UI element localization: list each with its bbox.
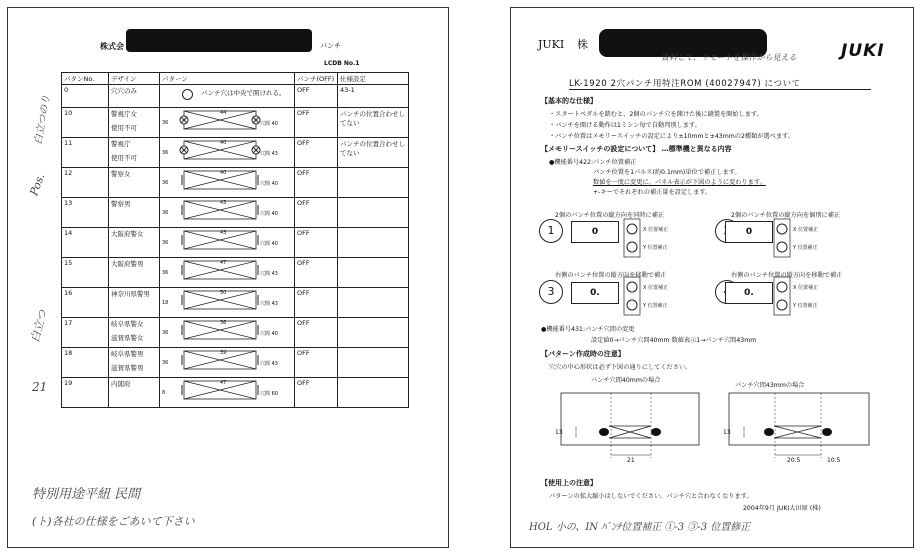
- panel-display: [571, 221, 619, 243]
- brand-fragment: 株: [577, 38, 588, 51]
- handwritten-top: 資料して、リモートを操作から見える: [661, 53, 797, 62]
- pattern-dimension: 36: [162, 240, 169, 246]
- section-heading: 【パターン作成時の注意】: [541, 350, 625, 358]
- table-row: [62, 318, 409, 348]
- cell-design: [109, 138, 160, 168]
- cell-punch: OFF: [295, 348, 338, 378]
- pattern-dimension: 36: [162, 330, 169, 336]
- pattern-dimension: 40: [220, 170, 227, 176]
- pattern-dimension: 43: [220, 200, 227, 206]
- table-row: [62, 288, 409, 318]
- table-body: [62, 108, 409, 408]
- cell-no: 14: [62, 228, 109, 258]
- punch-hole-icon: [182, 89, 193, 100]
- cell-setting: [338, 198, 409, 228]
- table-row: [62, 228, 409, 258]
- cell-no: 19: [62, 378, 109, 408]
- memory-switch-line: 数値を一度に変更に、パネル表示が下図のように変わります。: [593, 179, 766, 186]
- cell-punch: OFF: [295, 228, 338, 258]
- pattern-dimension: 穴間 40: [260, 211, 278, 217]
- design-name: 内閣府: [111, 380, 131, 388]
- handwritten-footer-line: 特別用途平紐 民間: [32, 487, 141, 502]
- cell-pattern: [160, 108, 295, 138]
- panel-value: 0.: [744, 288, 754, 298]
- cell-no: 10: [62, 108, 109, 138]
- pattern-dimension: 50: [220, 290, 227, 296]
- cell-pattern: [160, 258, 295, 288]
- cell-no: 12: [62, 168, 109, 198]
- cell-design: [109, 318, 160, 348]
- pattern-dimension: 40: [220, 140, 227, 146]
- pattern-dimension: 穴間 43: [260, 271, 278, 277]
- cell-setting: パンチの位置合わせしてない: [338, 138, 409, 168]
- table-row: [62, 85, 409, 108]
- table-row: [62, 108, 409, 138]
- pattern-dimension: 47: [220, 260, 227, 266]
- date-line: 2004年9月 JUKI大田原 (株): [743, 505, 821, 512]
- pattern-dimension: 8: [162, 390, 166, 396]
- cell-pattern: [160, 228, 295, 258]
- header-company: 株式会: [100, 42, 124, 51]
- cell-pattern: [160, 198, 295, 228]
- table-row: [62, 258, 409, 288]
- design-name: 警察女: [111, 170, 131, 178]
- pattern-caption: パンチ穴間40mmの場合: [591, 377, 661, 384]
- cell-setting: [338, 318, 409, 348]
- cell-pattern: [160, 318, 295, 348]
- cell-pattern: [160, 378, 295, 408]
- document-title: LK-1920 2穴パンチ用特注ROM (40027947) について: [569, 79, 801, 89]
- cell-punch: OFF: [295, 198, 338, 228]
- pattern-dimension: 47: [220, 380, 227, 386]
- column-header: パンチ(OFF): [295, 73, 338, 85]
- dimension-label: 10.5: [827, 457, 841, 464]
- handwritten-note: 21: [32, 380, 48, 394]
- cell-pattern-text: パンチ穴は中央で開けれる。: [201, 89, 286, 97]
- design-name: 岐阜県警女: [111, 320, 144, 328]
- cell-pattern: [160, 138, 295, 168]
- indicator-label: Y 位置補正: [793, 303, 818, 309]
- cell-punch: OFF: [295, 168, 338, 198]
- cell-punch: OFF: [295, 378, 338, 408]
- right-document-page: [510, 7, 914, 548]
- memory-switch-line: +-キーでそれぞれの補正量を設定します。: [593, 189, 712, 196]
- pattern-dimension: 穴間 60: [260, 391, 278, 397]
- column-header: 仕様設定: [338, 73, 409, 85]
- design-name: 警視庁: [111, 140, 131, 148]
- cell-no: 15: [62, 258, 109, 288]
- spec-line: ・スタートペダルを踏むと、2個のパンチ穴を開けた後に縫製を開始します。: [549, 111, 763, 118]
- design-name: 警視庁女: [111, 110, 137, 118]
- pattern-dimension: 43: [220, 230, 227, 236]
- cell-design: [109, 258, 160, 288]
- cell-no: 13: [62, 198, 109, 228]
- header-doc-number: LCDB No.1: [324, 60, 360, 67]
- diagram-caption: 2個のパンチ位置の縦方向を同時に補正: [555, 212, 665, 219]
- design-note: 使用不可: [111, 124, 137, 132]
- column-header: パターン: [160, 73, 295, 85]
- indicator-label: Y 位置補正: [643, 303, 668, 309]
- dimension-label: 13: [723, 429, 731, 436]
- design-note: 滋賀県警男: [111, 364, 144, 372]
- cell-no: 18: [62, 348, 109, 378]
- led-indicator-icon: [623, 276, 641, 316]
- design-note: 使用不可: [111, 154, 137, 162]
- cell-setting: [338, 288, 409, 318]
- cell-setting: [338, 168, 409, 198]
- section-heading: 【基本的な仕様】: [541, 97, 597, 105]
- column-header: パタンNo.: [62, 73, 109, 85]
- cell-design: [109, 378, 160, 408]
- cell-design: [109, 198, 160, 228]
- pattern-dimension: 穴間 43: [260, 301, 278, 307]
- dimension-label: 21: [627, 457, 635, 464]
- cell-setting: 43-1: [338, 85, 409, 108]
- indicator-label: X 位置補正: [643, 285, 669, 291]
- cell-setting: [338, 348, 409, 378]
- panel-value: 0: [745, 227, 753, 237]
- cell-design: [109, 108, 160, 138]
- pattern-note: 穴穴の中心形状は必ず下図の通りにしてください。: [549, 364, 692, 371]
- table-row: [62, 378, 409, 408]
- cell-punch: OFF: [295, 108, 338, 138]
- led-indicator-icon: [773, 218, 791, 258]
- panel-value: 0.: [590, 288, 600, 298]
- cell-design: [109, 168, 160, 198]
- cell-no: 17: [62, 318, 109, 348]
- dimension-label: 20.5: [787, 457, 801, 464]
- indicator-label: Y 位置補正: [643, 245, 668, 251]
- pattern-dimension: 44: [220, 110, 227, 116]
- title-underline: [569, 89, 871, 90]
- cell-punch: OFF: [295, 85, 338, 108]
- pattern-dimension: 穴間 40: [260, 121, 278, 127]
- panel-display: [571, 282, 619, 304]
- pattern-dimension: 36: [162, 360, 169, 366]
- cell-punch: OFF: [295, 288, 338, 318]
- memory-switch-line: パンチ位置を1パルス(約0.1mm)単位で補正します。: [593, 169, 741, 176]
- cell-no: 16: [62, 288, 109, 318]
- cell-pattern: [160, 288, 295, 318]
- cell-design: [109, 228, 160, 258]
- table-header-row: [62, 73, 409, 85]
- cell-design: 穴穴のみ: [109, 85, 160, 108]
- memory-switch-line: 設定値0→パンチ穴間40mm 数値表示1→パンチ穴間43mm: [591, 337, 757, 344]
- cell-pattern: [160, 348, 295, 378]
- memory-switch-line: ●機能番号431:パンチ穴間の変更: [541, 326, 635, 333]
- indicator-label: X 位置補正: [643, 227, 669, 233]
- diagram-caption: 右側のパンチ位置の縦方向を移動で補正: [555, 272, 667, 279]
- handwritten-footer-line: (ト)各社の仕様をごあいて下さい: [32, 515, 195, 528]
- table-row: [62, 168, 409, 198]
- pattern-dimension: 36: [162, 150, 169, 156]
- juki-logo: JUKI: [841, 41, 885, 61]
- table-row: [62, 198, 409, 228]
- handwritten-note: Pos.: [27, 171, 48, 198]
- led-indicator-icon: [773, 276, 791, 316]
- panel-display: [725, 221, 773, 243]
- cell-no: 0: [62, 85, 109, 108]
- cell-setting: [338, 378, 409, 408]
- pattern-dimension: 18: [162, 300, 169, 306]
- pattern-dimension: 39: [220, 350, 227, 356]
- table-row: [62, 348, 409, 378]
- panel-display: [725, 282, 773, 304]
- pattern-dimension: 36: [162, 270, 169, 276]
- table-row: [62, 138, 409, 168]
- pattern-dimension: 36: [220, 320, 227, 326]
- redaction-bar: [126, 29, 312, 52]
- spec-line: ・パンチを開ける動作は1ミシン毎で自動判別します。: [549, 122, 701, 129]
- diagram-caption: 2個のパンチ位置の縦方向を個別に補正: [731, 212, 841, 219]
- design-name: 神奈川県警男: [111, 290, 150, 298]
- handwritten-footer: HOL 小の、IN ﾊﾟﾝﾁ位置補正 ①-3 ③-3 位置修正: [529, 522, 751, 533]
- usage-note: パターンの拡大縮小はしないでください。パンチ穴と合わなくなります。: [549, 493, 753, 500]
- cell-pattern: [160, 168, 295, 198]
- pattern-dimension: 36: [162, 120, 169, 126]
- led-indicator-icon: [623, 218, 641, 258]
- panel-value: 0: [591, 227, 599, 237]
- diagram-number: 3: [539, 280, 563, 304]
- cell-punch: OFF: [295, 258, 338, 288]
- dimension-label: 13: [555, 429, 563, 436]
- cell-design: [109, 288, 160, 318]
- header-subtitle: パンチ: [320, 42, 341, 50]
- cell-no: 11: [62, 138, 109, 168]
- cell-punch: OFF: [295, 138, 338, 168]
- diagram-caption: 右側のパンチ位置の縦方向を移動で補正: [731, 272, 843, 279]
- handwritten-note: 白立つ: [28, 308, 50, 344]
- pattern-dimension: 穴間 43: [260, 151, 278, 157]
- design-name: 岐阜県警男: [111, 350, 144, 358]
- cell-setting: パンチの位置合わせしてない: [338, 108, 409, 138]
- indicator-label: X 位置補正: [793, 285, 819, 291]
- pattern-dimension: 穴間 40: [260, 241, 278, 247]
- pattern-dimension: 36: [162, 210, 169, 216]
- pattern-caption: パンチ穴間43mmの場合: [735, 382, 805, 389]
- section-heading: 【使用上の注意】: [541, 479, 597, 487]
- left-document-page: [7, 7, 449, 548]
- indicator-label: X 位置補正: [793, 227, 819, 233]
- diagram-number: 1: [539, 219, 563, 243]
- spec-line: ・パンチ位置はメモリースイッチの設定により±10mmと±43mmの2種類が選べます。: [549, 133, 794, 140]
- section-heading: 【メモリースイッチの設定について】 …標準機と異なる内容: [541, 145, 732, 153]
- pattern-dimension: 36: [162, 180, 169, 186]
- design-name: 大阪府警男: [111, 260, 144, 268]
- design-name: 大阪府警女: [111, 230, 144, 238]
- cell-punch: OFF: [295, 318, 338, 348]
- cell-design: [109, 348, 160, 378]
- pattern-dimension: 穴間 43: [260, 361, 278, 367]
- pattern-dimension: 穴間 40: [260, 331, 278, 337]
- pattern-table: [61, 72, 409, 408]
- pattern-dimension: 穴間 40: [260, 181, 278, 187]
- design-name: 警察男: [111, 200, 131, 208]
- column-header: デザイン: [109, 73, 160, 85]
- cell-pattern: [160, 85, 295, 108]
- indicator-label: Y 位置補正: [793, 245, 818, 251]
- handwritten-note: 白立つのり: [33, 94, 53, 146]
- brand-top: JUKI: [538, 38, 565, 51]
- cell-setting: [338, 258, 409, 288]
- cell-setting: [338, 228, 409, 258]
- memory-switch-line: ●機能番号422:パンチ位置補正: [549, 159, 637, 166]
- design-note: 滋賀県警女: [111, 334, 144, 342]
